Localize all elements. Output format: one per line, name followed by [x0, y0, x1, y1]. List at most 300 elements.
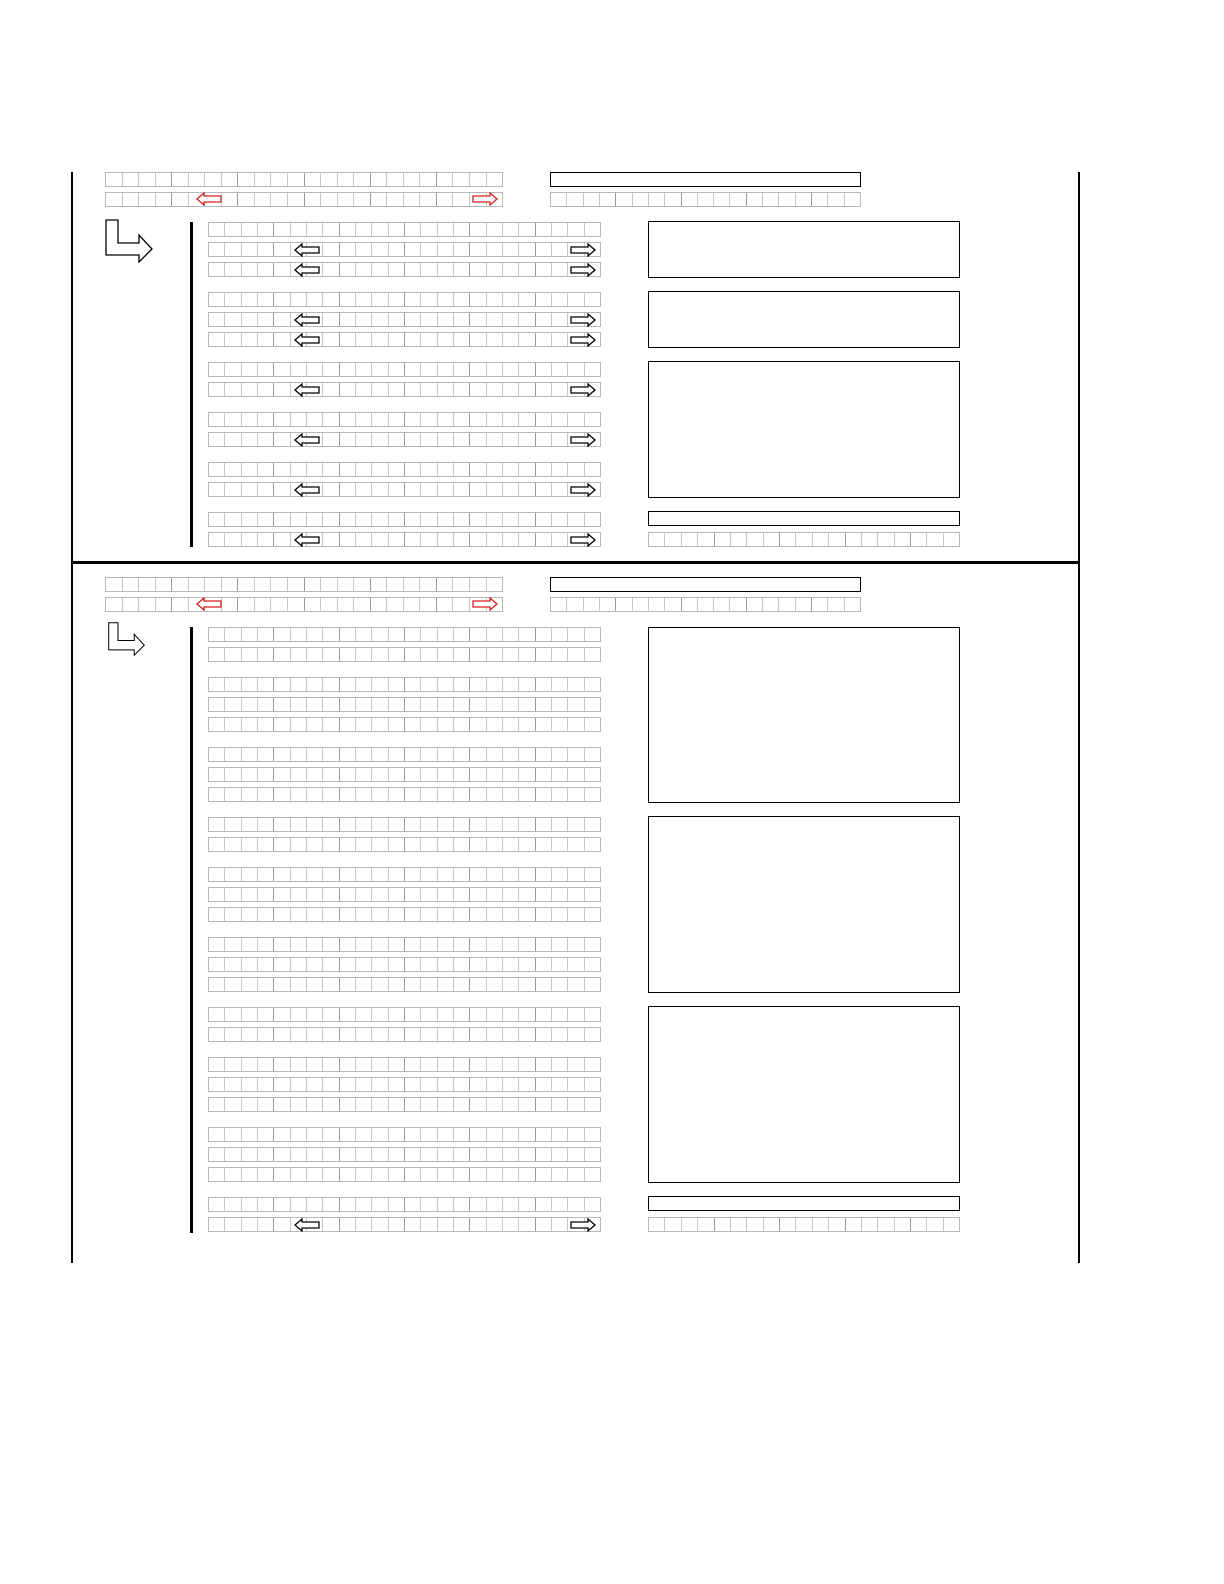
grid-cell[interactable]: [241, 243, 257, 256]
grid-cell[interactable]: [551, 513, 567, 526]
grid-cell[interactable]: [469, 578, 486, 591]
grid-cell[interactable]: [306, 1028, 322, 1041]
grid-cell[interactable]: [518, 1128, 534, 1141]
grid-cell[interactable]: [273, 1218, 289, 1231]
grid-cell[interactable]: [502, 868, 518, 881]
grid-cell[interactable]: [241, 888, 257, 901]
grid-cell[interactable]: [584, 1008, 600, 1021]
grid-cell[interactable]: [795, 193, 811, 206]
grid-cell[interactable]: [322, 243, 338, 256]
grid-cell[interactable]: [469, 513, 485, 526]
grid-cell[interactable]: [388, 1168, 404, 1181]
grid-cell[interactable]: [584, 1058, 600, 1071]
grid-cell[interactable]: [811, 193, 827, 206]
grid-cell[interactable]: [388, 413, 404, 426]
grid-cell[interactable]: [388, 243, 404, 256]
grid-cell[interactable]: [355, 1148, 371, 1161]
grid-cell[interactable]: [469, 413, 485, 426]
grid-cell[interactable]: [209, 463, 224, 476]
grid-cell[interactable]: [567, 1168, 583, 1181]
grid-cell[interactable]: [437, 698, 453, 711]
grid-cell[interactable]: [551, 1008, 567, 1021]
grid-cell[interactable]: [273, 788, 289, 801]
grid-cell[interactable]: [290, 958, 306, 971]
grid-cell[interactable]: [453, 868, 469, 881]
notes-box-2[interactable]: [648, 291, 960, 348]
grid-cell[interactable]: [270, 193, 287, 206]
entry-grid-row[interactable]: [208, 647, 601, 662]
grid-cell[interactable]: [306, 363, 322, 376]
grid-cell[interactable]: [926, 1218, 942, 1231]
grid-cell[interactable]: [273, 243, 289, 256]
grid-cell[interactable]: [273, 1098, 289, 1111]
grid-cell[interactable]: [306, 818, 322, 831]
grid-cell[interactable]: [224, 433, 240, 446]
grid-cell[interactable]: [404, 533, 420, 546]
grid-cell[interactable]: [437, 1198, 453, 1211]
grid-cell[interactable]: [257, 1218, 273, 1231]
grid-cell[interactable]: [535, 748, 551, 761]
grid-cell[interactable]: [437, 533, 453, 546]
grid-cell[interactable]: [518, 628, 534, 641]
grid-cell[interactable]: [437, 313, 453, 326]
grid-cell[interactable]: [551, 293, 567, 306]
grid-cell[interactable]: [894, 1218, 910, 1231]
grid-cell[interactable]: [355, 1218, 371, 1231]
grid-cell[interactable]: [273, 1198, 289, 1211]
grid-cell[interactable]: [270, 598, 287, 611]
grid-cell[interactable]: [339, 533, 355, 546]
entry-grid-row[interactable]: [208, 887, 601, 902]
grid-cell[interactable]: [224, 868, 240, 881]
grid-cell[interactable]: [420, 1198, 436, 1211]
grid-cell[interactable]: [567, 938, 583, 951]
grid-cell[interactable]: [290, 648, 306, 661]
entry-grid-row[interactable]: [208, 482, 601, 497]
grid-cell[interactable]: [224, 1128, 240, 1141]
grid-cell[interactable]: [649, 1218, 664, 1231]
grid-cell[interactable]: [551, 628, 567, 641]
grid-cell[interactable]: [388, 868, 404, 881]
grid-cell[interactable]: [486, 838, 502, 851]
grid-cell[interactable]: [237, 193, 254, 206]
grid-cell[interactable]: [306, 1008, 322, 1021]
grid-cell[interactable]: [257, 533, 273, 546]
grid-cell[interactable]: [452, 173, 469, 186]
grid-cell[interactable]: [138, 173, 155, 186]
grid-cell[interactable]: [436, 598, 453, 611]
grid-cell[interactable]: [241, 463, 257, 476]
grid-cell[interactable]: [795, 1218, 811, 1231]
grid-cell[interactable]: [404, 1098, 420, 1111]
grid-cell[interactable]: [241, 648, 257, 661]
grid-cell[interactable]: [355, 628, 371, 641]
grid-cell[interactable]: [453, 768, 469, 781]
grid-cell[interactable]: [469, 263, 485, 276]
grid-cell[interactable]: [518, 1028, 534, 1041]
grid-cell[interactable]: [437, 483, 453, 496]
grid-cell[interactable]: [453, 293, 469, 306]
grid-cell[interactable]: [287, 173, 304, 186]
grid-cell[interactable]: [273, 678, 289, 691]
grid-cell[interactable]: [355, 223, 371, 236]
grid-cell[interactable]: [355, 868, 371, 881]
grid-cell[interactable]: [567, 718, 583, 731]
grid-cell[interactable]: [388, 223, 404, 236]
grid-cell[interactable]: [371, 533, 387, 546]
grid-cell[interactable]: [567, 678, 583, 691]
grid-cell[interactable]: [386, 173, 403, 186]
grid-cell[interactable]: [404, 313, 420, 326]
grid-cell[interactable]: [371, 908, 387, 921]
grid-cell[interactable]: [518, 243, 534, 256]
grid-cell[interactable]: [502, 1198, 518, 1211]
grid-cell[interactable]: [437, 223, 453, 236]
grid-cell[interactable]: [287, 598, 304, 611]
grid-cell[interactable]: [339, 908, 355, 921]
grid-cell[interactable]: [371, 628, 387, 641]
grid-cell[interactable]: [566, 598, 582, 611]
entry-grid-row[interactable]: [208, 262, 601, 277]
grid-cell[interactable]: [420, 698, 436, 711]
grid-cell[interactable]: [763, 1218, 779, 1231]
grid-cell[interactable]: [241, 958, 257, 971]
grid-cell[interactable]: [209, 958, 224, 971]
grid-cell[interactable]: [486, 483, 502, 496]
grid-cell[interactable]: [469, 1078, 485, 1091]
grid-cell[interactable]: [453, 1098, 469, 1111]
grid-cell[interactable]: [827, 598, 843, 611]
grid-cell[interactable]: [273, 958, 289, 971]
grid-cell[interactable]: [290, 1058, 306, 1071]
grid-cell[interactable]: [535, 1218, 551, 1231]
grid-cell[interactable]: [486, 333, 502, 346]
entry-grid-row[interactable]: [208, 512, 601, 527]
grid-cell[interactable]: [502, 888, 518, 901]
grid-cell[interactable]: [388, 1128, 404, 1141]
grid-cell[interactable]: [584, 223, 600, 236]
grid-cell[interactable]: [518, 413, 534, 426]
grid-cell[interactable]: [436, 173, 453, 186]
grid-cell[interactable]: [518, 648, 534, 661]
grid-cell[interactable]: [209, 1218, 224, 1231]
grid-cell[interactable]: [273, 718, 289, 731]
grid-cell[interactable]: [209, 888, 224, 901]
grid-cell[interactable]: [224, 293, 240, 306]
grid-cell[interactable]: [224, 718, 240, 731]
grid-cell[interactable]: [420, 788, 436, 801]
grid-cell[interactable]: [209, 1028, 224, 1041]
grid-cell[interactable]: [237, 598, 254, 611]
grid-cell[interactable]: [453, 958, 469, 971]
grid-cell[interactable]: [518, 293, 534, 306]
grid-cell[interactable]: [567, 908, 583, 921]
grid-cell[interactable]: [502, 533, 518, 546]
grid-cell[interactable]: [224, 698, 240, 711]
grid-cell[interactable]: [290, 223, 306, 236]
grid-cell[interactable]: [567, 223, 583, 236]
grid-cell[interactable]: [518, 868, 534, 881]
grid-cell[interactable]: [237, 578, 254, 591]
grid-cell[interactable]: [599, 598, 615, 611]
grid-cell[interactable]: [322, 1028, 338, 1041]
grid-cell[interactable]: [420, 628, 436, 641]
grid-cell[interactable]: [306, 513, 322, 526]
grid-cell[interactable]: [437, 363, 453, 376]
grid-cell[interactable]: [371, 1218, 387, 1231]
grid-cell[interactable]: [420, 383, 436, 396]
grid-cell[interactable]: [453, 1218, 469, 1231]
grid-cell[interactable]: [388, 818, 404, 831]
grid-cell[interactable]: [209, 1148, 224, 1161]
grid-cell[interactable]: [355, 483, 371, 496]
grid-cell[interactable]: [371, 958, 387, 971]
grid-cell[interactable]: [420, 1008, 436, 1021]
grid-cell[interactable]: [290, 868, 306, 881]
entry-grid-row[interactable]: [208, 532, 601, 547]
grid-cell[interactable]: [420, 533, 436, 546]
grid-cell[interactable]: [420, 838, 436, 851]
grid-cell[interactable]: [257, 1128, 273, 1141]
grid-cell[interactable]: [290, 978, 306, 991]
grid-cell[interactable]: [388, 383, 404, 396]
grid-cell[interactable]: [535, 978, 551, 991]
header-grid-top[interactable]: [105, 577, 503, 592]
grid-cell[interactable]: [584, 908, 600, 921]
grid-cell[interactable]: [469, 1008, 485, 1021]
grid-cell[interactable]: [535, 868, 551, 881]
grid-cell[interactable]: [209, 433, 224, 446]
grid-cell[interactable]: [469, 678, 485, 691]
grid-cell[interactable]: [437, 978, 453, 991]
grid-cell[interactable]: [306, 293, 322, 306]
grid-cell[interactable]: [257, 958, 273, 971]
grid-cell[interactable]: [257, 678, 273, 691]
grid-cell[interactable]: [453, 363, 469, 376]
grid-cell[interactable]: [535, 1128, 551, 1141]
grid-cell[interactable]: [257, 628, 273, 641]
grid-cell[interactable]: [320, 598, 337, 611]
grid-cell[interactable]: [209, 768, 224, 781]
grid-cell[interactable]: [567, 513, 583, 526]
grid-cell[interactable]: [486, 1058, 502, 1071]
grid-cell[interactable]: [287, 193, 304, 206]
grid-cell[interactable]: [306, 648, 322, 661]
grid-cell[interactable]: [337, 173, 354, 186]
grid-cell[interactable]: [273, 908, 289, 921]
grid-cell[interactable]: [241, 313, 257, 326]
grid-cell[interactable]: [322, 938, 338, 951]
grid-cell[interactable]: [469, 433, 485, 446]
grid-cell[interactable]: [290, 1098, 306, 1111]
grid-cell[interactable]: [371, 433, 387, 446]
grid-cell[interactable]: [254, 578, 271, 591]
grid-cell[interactable]: [322, 293, 338, 306]
grid-cell[interactable]: [404, 263, 420, 276]
grid-cell[interactable]: [551, 978, 567, 991]
grid-cell[interactable]: [241, 1028, 257, 1041]
grid-cell[interactable]: [371, 313, 387, 326]
grid-cell[interactable]: [551, 598, 566, 611]
grid-cell[interactable]: [778, 193, 794, 206]
grid-cell[interactable]: [404, 958, 420, 971]
grid-cell[interactable]: [257, 1148, 273, 1161]
grid-cell[interactable]: [355, 333, 371, 346]
grid-cell[interactable]: [306, 958, 322, 971]
grid-cell[interactable]: [241, 483, 257, 496]
grid-cell[interactable]: [437, 1218, 453, 1231]
grid-cell[interactable]: [649, 533, 664, 546]
grid-cell[interactable]: [322, 263, 338, 276]
grid-cell[interactable]: [437, 1078, 453, 1091]
grid-cell[interactable]: [355, 768, 371, 781]
grid-cell[interactable]: [388, 1028, 404, 1041]
grid-cell[interactable]: [371, 938, 387, 951]
grid-cell[interactable]: [567, 818, 583, 831]
grid-cell[interactable]: [290, 513, 306, 526]
grid-cell[interactable]: [273, 868, 289, 881]
grid-cell[interactable]: [453, 838, 469, 851]
grid-cell[interactable]: [138, 578, 155, 591]
grid-cell[interactable]: [322, 788, 338, 801]
grid-cell[interactable]: [339, 263, 355, 276]
grid-cell[interactable]: [371, 838, 387, 851]
grid-cell[interactable]: [729, 598, 745, 611]
grid-cell[interactable]: [567, 1058, 583, 1071]
grid-cell[interactable]: [437, 243, 453, 256]
grid-cell[interactable]: [388, 628, 404, 641]
grid-cell[interactable]: [486, 1078, 502, 1091]
grid-cell[interactable]: [486, 698, 502, 711]
grid-cell[interactable]: [551, 678, 567, 691]
grid-cell[interactable]: [404, 483, 420, 496]
grid-cell[interactable]: [486, 1028, 502, 1041]
grid-cell[interactable]: [322, 628, 338, 641]
grid-cell[interactable]: [209, 648, 224, 661]
grid-cell[interactable]: [502, 718, 518, 731]
grid-cell[interactable]: [322, 678, 338, 691]
grid-cell[interactable]: [437, 513, 453, 526]
grid-cell[interactable]: [584, 1078, 600, 1091]
grid-cell[interactable]: [241, 838, 257, 851]
grid-cell[interactable]: [551, 748, 567, 761]
grid-cell[interactable]: [518, 483, 534, 496]
grid-cell[interactable]: [322, 648, 338, 661]
grid-cell[interactable]: [551, 1168, 567, 1181]
grid-cell[interactable]: [795, 598, 811, 611]
grid-cell[interactable]: [371, 788, 387, 801]
grid-cell[interactable]: [453, 463, 469, 476]
grid-cell[interactable]: [584, 293, 600, 306]
grid-cell[interactable]: [371, 383, 387, 396]
grid-cell[interactable]: [224, 1058, 240, 1071]
grid-cell[interactable]: [518, 313, 534, 326]
grid-cell[interactable]: [224, 978, 240, 991]
grid-cell[interactable]: [388, 1078, 404, 1091]
entry-grid-row[interactable]: [208, 937, 601, 952]
grid-cell[interactable]: [535, 678, 551, 691]
grid-cell[interactable]: [567, 1028, 583, 1041]
grid-cell[interactable]: [371, 698, 387, 711]
grid-cell[interactable]: [437, 628, 453, 641]
grid-cell[interactable]: [339, 383, 355, 396]
grid-cell[interactable]: [437, 648, 453, 661]
grid-cell[interactable]: [355, 1168, 371, 1181]
grid-cell[interactable]: [812, 533, 828, 546]
grid-cell[interactable]: [518, 1148, 534, 1161]
grid-cell[interactable]: [469, 313, 485, 326]
grid-cell[interactable]: [437, 1008, 453, 1021]
grid-cell[interactable]: [355, 1058, 371, 1071]
grid-cell[interactable]: [486, 958, 502, 971]
grid-cell[interactable]: [224, 363, 240, 376]
grid-cell[interactable]: [371, 243, 387, 256]
grid-cell[interactable]: [371, 1028, 387, 1041]
grid-cell[interactable]: [371, 748, 387, 761]
grid-cell[interactable]: [241, 263, 257, 276]
grid-cell[interactable]: [502, 838, 518, 851]
grid-cell[interactable]: [877, 1218, 893, 1231]
grid-cell[interactable]: [404, 678, 420, 691]
entry-grid-row[interactable]: [208, 717, 601, 732]
grid-cell[interactable]: [404, 1058, 420, 1071]
grid-cell[interactable]: [535, 333, 551, 346]
grid-cell[interactable]: [551, 533, 567, 546]
grid-cell[interactable]: [339, 333, 355, 346]
header-grid-top[interactable]: [105, 172, 503, 187]
grid-cell[interactable]: [453, 313, 469, 326]
grid-cell[interactable]: [584, 768, 600, 781]
grid-cell[interactable]: [273, 223, 289, 236]
grid-cell[interactable]: [486, 868, 502, 881]
grid-cell[interactable]: [551, 363, 567, 376]
grid-cell[interactable]: [584, 1028, 600, 1041]
grid-cell[interactable]: [453, 483, 469, 496]
grid-cell[interactable]: [257, 868, 273, 881]
grid-cell[interactable]: [257, 1058, 273, 1071]
grid-cell[interactable]: [502, 1148, 518, 1161]
grid-cell[interactable]: [486, 888, 502, 901]
grid-cell[interactable]: [355, 1128, 371, 1141]
grid-cell[interactable]: [339, 433, 355, 446]
grid-cell[interactable]: [551, 1078, 567, 1091]
grid-cell[interactable]: [518, 958, 534, 971]
grid-cell[interactable]: [224, 908, 240, 921]
grid-cell[interactable]: [566, 193, 582, 206]
grid-cell[interactable]: [567, 958, 583, 971]
grid-cell[interactable]: [420, 958, 436, 971]
grid-cell[interactable]: [306, 868, 322, 881]
grid-cell[interactable]: [339, 1128, 355, 1141]
grid-cell[interactable]: [290, 938, 306, 951]
grid-cell[interactable]: [713, 193, 729, 206]
grid-cell[interactable]: [306, 718, 322, 731]
grid-cell[interactable]: [209, 363, 224, 376]
grid-cell[interactable]: [209, 413, 224, 426]
grid-cell[interactable]: [419, 193, 436, 206]
grid-cell[interactable]: [453, 1198, 469, 1211]
grid-cell[interactable]: [420, 1078, 436, 1091]
grid-cell[interactable]: [209, 243, 224, 256]
grid-cell[interactable]: [437, 1168, 453, 1181]
grid-cell[interactable]: [388, 293, 404, 306]
grid-cell[interactable]: [171, 193, 188, 206]
grid-cell[interactable]: [584, 463, 600, 476]
grid-cell[interactable]: [322, 958, 338, 971]
grid-cell[interactable]: [584, 698, 600, 711]
grid-cell[interactable]: [551, 838, 567, 851]
grid-cell[interactable]: [615, 193, 631, 206]
